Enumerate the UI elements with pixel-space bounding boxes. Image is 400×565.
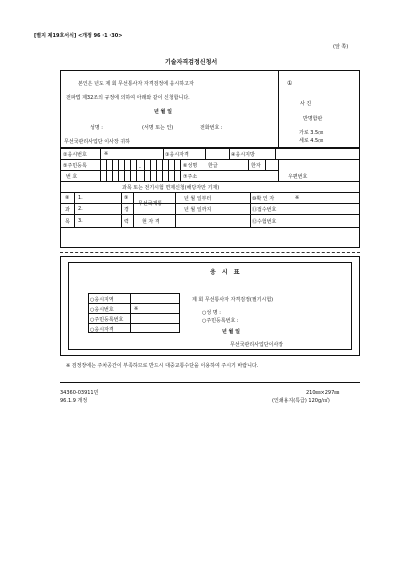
photo-attach: 반명함판 xyxy=(303,116,323,122)
ticket-round: 제 회 무선통사자 자격검정(필기시험) xyxy=(192,297,274,303)
ticket-exam-number: ○응시번호 xyxy=(90,307,114,313)
parking-note: ※ 검정장에는 주차공간이 부족하므로 반드시 대중교통수단을 이용하여 주시기 바랍니다. xyxy=(66,363,259,369)
career-label-3: 력 xyxy=(124,219,129,225)
exam-number-mark: ※ xyxy=(104,151,109,157)
addressee: 무선국관리사업단 이사장 귀하 xyxy=(64,139,130,145)
intro-line-1: 본인은 년도 제 회 무선통사자 자격검정에 응시하고자 xyxy=(78,81,194,87)
ticket-name: ○성 명 : xyxy=(202,310,221,316)
ticket-rrn: ○주민등록번호 xyxy=(90,317,124,323)
footer-code: 34360-03911민 xyxy=(60,390,99,396)
rrn-label-2: 번 호 xyxy=(66,174,78,180)
subject-1: 1. xyxy=(78,195,83,201)
ticket-title: 응 시 표 xyxy=(210,269,242,276)
subject-3: 3. xyxy=(78,218,83,224)
current-qualification: 현 자 격 xyxy=(142,219,160,225)
address-label: ⑦주소 xyxy=(183,174,198,180)
photo-size-height: 세로 4.5㎝ xyxy=(299,138,324,144)
application-date: 년 월 일 xyxy=(154,109,172,115)
name-hanja: 한자 xyxy=(251,163,261,169)
confirmer-label: ⑩확 인 자 xyxy=(252,196,275,202)
cut-line xyxy=(60,252,360,253)
intro-line-2: 전파법 제32조의 규정에 의하여 아래와 같이 신청합니다. xyxy=(66,95,190,101)
exam-ticket-number-label: ⑫수험번호 xyxy=(252,219,277,225)
ticket-license: ○응시자격 xyxy=(90,327,114,333)
subject-col-label-3: 목 xyxy=(65,219,70,225)
exam-number-label: ②응시번호 xyxy=(63,152,87,158)
ticket-date: 년 월 일 xyxy=(222,329,240,335)
photo-label: 사 진 xyxy=(300,101,312,107)
subject-2: 2. xyxy=(78,206,83,212)
license-label: ③응시자격 xyxy=(165,152,189,158)
footer-paper-spec: (인쇄용지(특급) 120g/㎡) xyxy=(272,398,330,404)
ticket-rrn-line: ○주민등록번호 : xyxy=(202,318,239,324)
subject-col-label-1: ⑧ xyxy=(65,195,70,201)
footer-revision: 96.1.9 개정 xyxy=(60,398,88,404)
applicant-name-label: 성명 : xyxy=(90,125,103,131)
sign-label: (서명 또는 인) xyxy=(142,125,174,131)
photo-size-width: 가로 3.5㎝ xyxy=(299,130,324,136)
ticket-issuer: 무선국관리사업단이사장 xyxy=(230,342,284,348)
exemption-header: 과목 또는 전기시험 면제신청(해당자만 기재) xyxy=(122,185,220,191)
form-number: [별지 제19호서식] <개정 96 ·1 ·30> xyxy=(34,33,123,39)
subject-col-label-2: 과 xyxy=(65,207,70,213)
phone-label: 전화번호 : xyxy=(200,125,223,131)
ticket-region: ○응시지역 xyxy=(90,297,114,303)
career-to: 년 월 일까지 xyxy=(184,207,212,213)
footer-paper-size: 210㎜×297㎜ xyxy=(306,390,340,396)
career-label-2: 경 xyxy=(124,207,129,213)
rrn-dash: - xyxy=(139,165,141,171)
receipt-number-label: ⑪접수번호 xyxy=(252,207,277,213)
region-label: ④응시지방 xyxy=(231,152,255,158)
ticket-exam-number-mark: ※ xyxy=(134,306,139,312)
name-label: ⑥성명 xyxy=(183,163,198,169)
form-title: 기술자격검정신청서 xyxy=(165,59,218,66)
name-hangul: 한글 xyxy=(208,163,218,169)
career-type: 무선국개통 xyxy=(138,201,163,207)
rrn-label: ⑤주민등록 xyxy=(63,163,87,169)
front-side-label: (앞 쪽) xyxy=(333,44,349,50)
photo-mark: ① xyxy=(287,80,293,87)
career-label-1: ⑨ xyxy=(124,195,129,201)
career-from: 년 월 일부터 xyxy=(184,196,212,202)
zip-label: 우편번호 xyxy=(288,174,308,180)
confirmer-mark: ※ xyxy=(295,195,300,201)
